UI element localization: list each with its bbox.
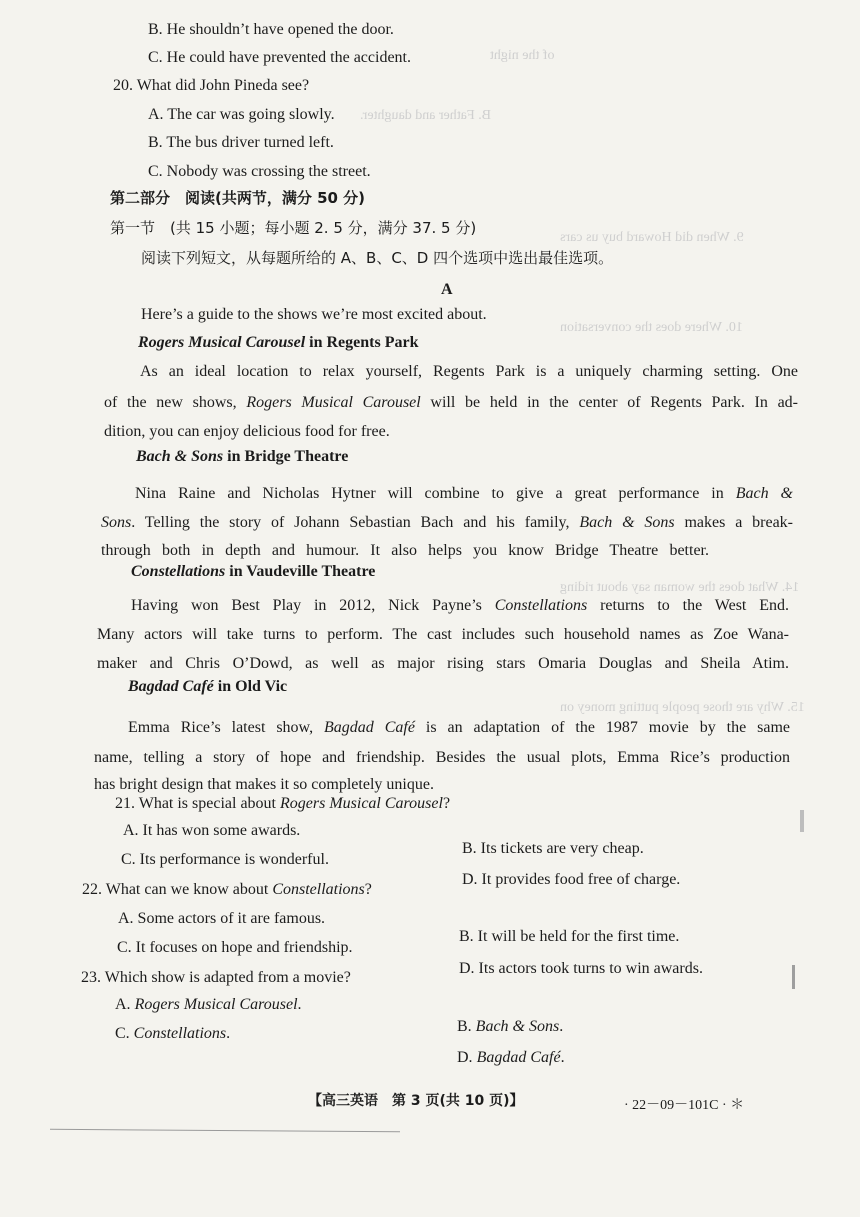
show-name: Bach & Sons [136, 448, 224, 465]
show-name: Bagdad Café [128, 678, 214, 695]
show-name: Bagdad Café [324, 719, 415, 736]
bleed-through-text: 15. Why are those people putting money on [560, 700, 805, 715]
show-name: Rogers Musical Carousel [280, 795, 443, 812]
text-run: . [297, 996, 302, 1013]
part2-heading: 第二部分 阅读(共两节，满分 50 分) [110, 189, 366, 207]
text-run: is an adaptation of the 1987 movie by the same [414, 719, 791, 736]
page-footer-code: · 22－09－101C · ＊ [624, 1098, 745, 1113]
text-run: returns to the West End. [587, 597, 789, 614]
show-name: Rogers Musical Carousel [138, 334, 306, 351]
show-venue: in Bridge Theatre [223, 448, 349, 465]
show-name: Rogers Musical Carousel [134, 996, 298, 1013]
text-run: . [226, 1025, 231, 1042]
text-run: Nina Raine and Nicholas Hytner will combine to give a great performance in [135, 485, 736, 502]
q22-option-a: A. Some actors of it are famous. [118, 910, 326, 927]
text-run: 21. What is special about [115, 795, 280, 812]
show3-line3: maker and Chris O’Dowd, as well as major rising stars Omaria Douglas and Sheila Atim. [97, 655, 789, 672]
show-name: Bach & Sons [475, 1018, 560, 1035]
scan-mark [792, 965, 795, 989]
q23-option-d [457, 1048, 565, 1068]
scan-mark [800, 810, 804, 832]
show-name: Constellations [494, 597, 588, 614]
text-run: B. [457, 1018, 476, 1035]
q22-option-c: C. It focuses on hope and friendship. [117, 939, 353, 956]
show4-line3: has bright design that makes it so completely unique. [94, 776, 434, 793]
q21-option-b: B. Its tickets are very cheap. [462, 840, 644, 857]
show2-line3: through both in depth and humour. It also helps you know Bridge Theatre better. [101, 542, 709, 559]
q23-option-b [457, 1017, 563, 1037]
show2-line1 [135, 484, 793, 504]
show-name: Constellations [131, 563, 226, 580]
bleed-through-text: 9. When did Howard buy us cars [560, 230, 744, 245]
show-venue: in Regents Park [305, 334, 419, 351]
show-venue: in Vaudeville Theatre [225, 563, 376, 580]
q23-option-a [115, 995, 302, 1015]
show-name: Sons [101, 514, 132, 531]
show-title-rogers [138, 333, 418, 353]
show3-line1 [131, 596, 789, 616]
show-name: Constellations [133, 1025, 227, 1042]
text-run: will be held in the center of Regents Park. In ad- [420, 394, 799, 411]
text-run: 22. What can we know about [82, 881, 273, 898]
page-footer-label: 【高三英语 第 3 页(共 10 页)】 [308, 1093, 524, 1109]
show2-line2 [101, 513, 793, 533]
text-run: D. [457, 1049, 477, 1066]
q21-option-a: A. It has won some awards. [123, 822, 301, 839]
text-run: of the new shows, [104, 394, 247, 411]
show3-line2: Many actors will take turns to perform. The cast includes such household names as Zoe Wana- [97, 626, 789, 643]
show-name: Bagdad Café [476, 1049, 561, 1066]
q23-option-c [115, 1024, 230, 1044]
q20-option-b: B. The bus driver turned left. [148, 134, 334, 151]
passage-label: A [441, 281, 453, 298]
show1-line1: As an ideal location to relax yourself, Regents Park is a uniquely charming setting. One [140, 363, 798, 380]
bleed-through-text: 10. Where does the conversation [560, 320, 743, 335]
show-venue: in Old Vic [213, 678, 288, 695]
text-run: . Telling the story of Johann Sebastian Bach and his family, [131, 514, 580, 531]
q22-stem [82, 880, 372, 900]
passage-intro: Here’s a guide to the shows we’re most excited about. [141, 306, 487, 323]
q20-stem: 20. What did John Pineda see? [113, 77, 310, 94]
q19-option-c: C. He could have prevented the accident. [148, 49, 411, 66]
show-title-constellations [131, 562, 375, 582]
q21-option-c: C. Its performance is wonderful. [121, 851, 329, 868]
text-run: ? [442, 795, 451, 812]
text-run: Emma Rice’s latest show, [128, 719, 325, 736]
q22-option-b: B. It will be held for the first time. [459, 928, 680, 945]
q23-stem: 23. Which show is adapted from a movie? [81, 969, 351, 986]
show-title-bach [136, 447, 348, 467]
text-run: C. [115, 1025, 134, 1042]
text-run: . [560, 1049, 565, 1066]
q20-option-c: C. Nobody was crossing the street. [148, 163, 371, 180]
show1-line3: dition, you can enjoy delicious food for free. [104, 423, 390, 440]
text-run: A. [115, 996, 135, 1013]
q21-option-d: D. It provides food free of charge. [462, 871, 681, 888]
show1-line2 [104, 393, 798, 413]
q21-stem [115, 794, 450, 814]
show-name: Bach & [735, 485, 793, 502]
bleed-through-text: B. Father and daughter. [360, 108, 492, 123]
text-run: Having won Best Play in 2012, Nick Payne’s [131, 597, 495, 614]
show-name: Bach & Sons [579, 514, 675, 531]
show-name: Constellations [272, 881, 365, 898]
bleed-through-text: of the night [490, 48, 555, 63]
q20-option-a: A. The car was going slowly. [148, 106, 335, 123]
q22-option-d: D. Its actors took turns to win awards. [459, 960, 703, 977]
text-run: . [559, 1018, 564, 1035]
text-run: ? [364, 881, 372, 898]
show4-line1 [128, 718, 790, 738]
bleed-through-text: 14. What does the woman say about riding [560, 580, 800, 595]
show4-line2: name, telling a story of hope and friendship. Besides the usual plots, Emma Rice’s production [94, 749, 790, 766]
show-name: Rogers Musical Carousel [246, 394, 421, 411]
reading-instruction: 阅读下列短文，从每题所给的 A、B、C、D 四个选项中选出最佳选项。 [141, 249, 614, 267]
text-run: makes a break- [674, 514, 794, 531]
bottom-rule [50, 1129, 400, 1132]
show-title-bagdad [128, 677, 287, 697]
q19-option-b: B. He shouldn’t have opened the door. [148, 21, 394, 38]
section1-heading: 第一节 (共 15 小题；每小题 2. 5 分，满分 37. 5 分) [110, 219, 477, 237]
